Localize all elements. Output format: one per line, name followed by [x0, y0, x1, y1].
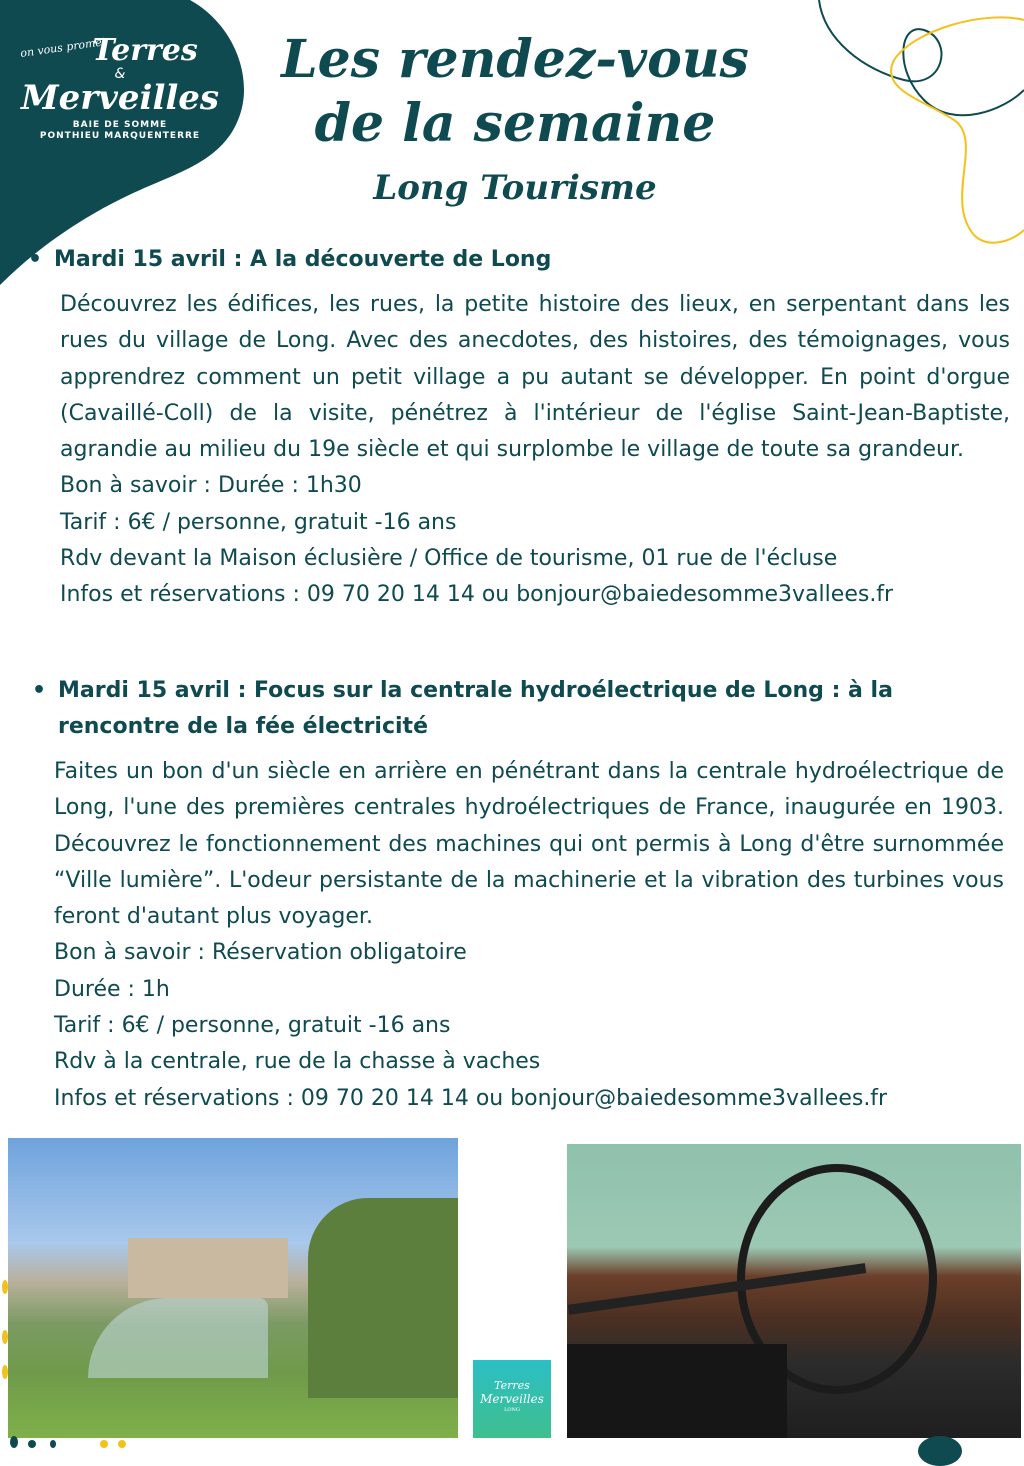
- bullet-icon: •: [32, 678, 47, 703]
- logo-tagline: on vous promet: [19, 35, 108, 60]
- footer-logo-line2: Merveilles: [480, 1392, 544, 1406]
- terres-merveilles-logo: [20, 34, 220, 142]
- bullet-icon: •: [28, 247, 43, 272]
- footer-logo-line3: LONG: [504, 1407, 520, 1413]
- title-subtitle: Long Tourisme: [373, 168, 657, 208]
- event-2-body: [54, 754, 1004, 1117]
- decorative-curves: [804, 0, 1024, 250]
- event-1-contact: Infos et réservations : 09 70 20 14 14 ou bonjour@baiedesomme3vallees.fr: [60, 582, 894, 608]
- footer-logo-badge: [473, 1360, 551, 1438]
- page-title: [250, 28, 780, 210]
- event-2-heading-line1: Mardi 15 avril : Focus sur la centrale hydroélectrique de Long : à la: [58, 678, 893, 703]
- event-2-meeting-point: Rdv à la centrale, rue de la chasse à vaches: [54, 1049, 541, 1075]
- event-1-description: Découvrez les édifices, les rues, la petite histoire des lieux, en serpentant dans les rues du village de Long. Avec des anecdotes, des histoires, des témoignages, vous apprendrez comment un petit village a pu autant se développer. En point d'orgue (Cavaillé-Coll) de la visite, pénétrez à l'intérieur de l'église Saint-Jean-Baptiste, agrandie au milieu du 19e siècle et qui surplombe le village de toute sa grandeur.: [60, 292, 1010, 463]
- footer-logo-line1: Terres: [494, 1379, 530, 1392]
- event-1-heading-text: Mardi 15 avril : A la découverte de Long: [54, 247, 552, 272]
- event-1-price: Tarif : 6€ / personne, gratuit -16 ans: [60, 509, 457, 535]
- event-2-price: Tarif : 6€ / personne, gratuit -16 ans: [54, 1013, 451, 1039]
- photo-hydroelectric-machinery: [567, 1144, 1021, 1438]
- title-line2: de la semaine: [314, 93, 716, 154]
- logo-region-line2: PONTHIEU MARQUENTERRE: [39, 131, 201, 141]
- logo-name-line1: Terres: [92, 33, 198, 68]
- event-1-heading: [28, 242, 552, 278]
- event-2-duration: Durée : 1h: [54, 976, 170, 1002]
- event-2-contact: Infos et réservations : 09 70 20 14 14 ou bonjour@baiedesomme3vallees.fr: [54, 1085, 888, 1111]
- photo-chateau-gardens: [8, 1138, 458, 1438]
- event-2-booking-note: Bon à savoir : Réservation obligatoire: [54, 940, 467, 966]
- event-2-description: Faites un bon d'un siècle en arrière en pénétrant dans la centrale hydroélectrique de Long, l'une des premières centrales hydroélectriques de France, inaugurée en 1903. Découvrez le fonctionnement des machines qui ont permis à Long d'être surnommée “Ville lumière”. L'odeur persistante de la machinerie et la vibration des turbines vous feront d'autant plus voyager.: [54, 759, 1004, 930]
- event-2-heading: [32, 673, 893, 745]
- event-1-meeting-point: Rdv devant la Maison éclusière / Office de tourisme, 01 rue de l'écluse: [60, 546, 838, 572]
- title-line1: Les rendez-vous: [281, 29, 749, 90]
- logo-ampersand: &: [114, 66, 126, 82]
- logo-name-line2: Merveilles: [20, 78, 220, 118]
- event-1-duration: Bon à savoir : Durée : 1h30: [60, 473, 362, 499]
- event-1-body: [60, 287, 1010, 614]
- event-2-heading-line2: rencontre de la fée électricité: [58, 714, 428, 739]
- logo-region-line1: BAIE DE SOMME: [72, 120, 168, 130]
